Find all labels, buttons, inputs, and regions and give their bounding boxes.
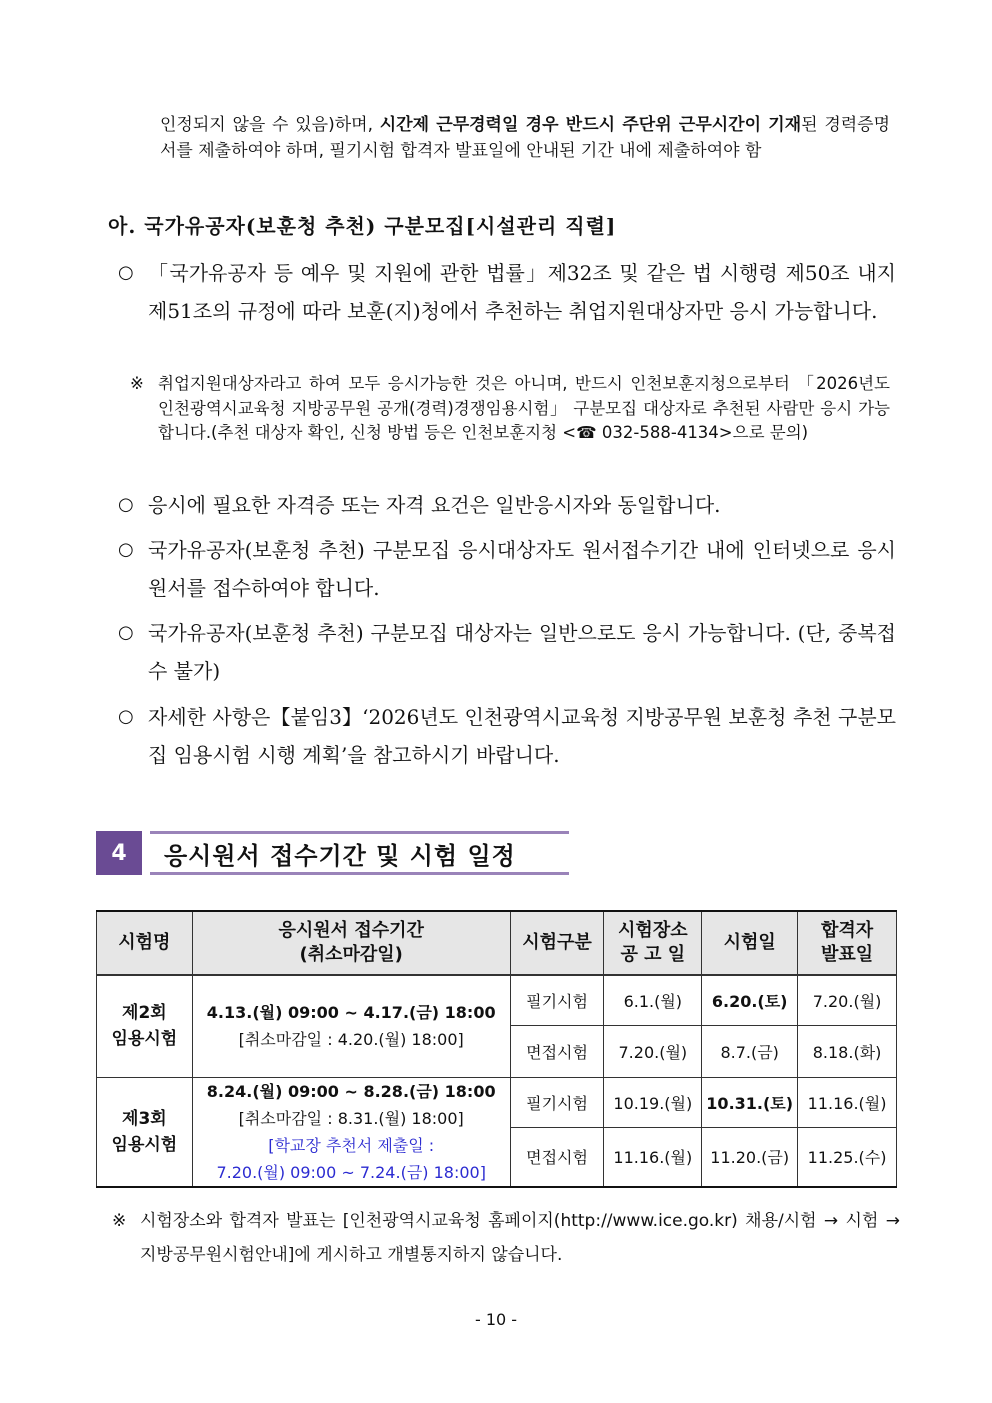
header-venue-line2: 공 고 일: [620, 944, 686, 965]
table-row: [97, 975, 897, 1025]
intro-note-bold: 시간제 근무경력일 경우 반드시 주단위 근무시간이 기재: [379, 115, 802, 135]
section-title: [150, 831, 569, 875]
round3-name-line2: 임용시험: [111, 1134, 178, 1155]
header-period-line1: 응시원서 접수기간: [278, 920, 424, 941]
bullet-mark: ○: [118, 706, 134, 727]
intro-note-part1: 인정되지 않을 수 있음)하며,: [160, 115, 380, 135]
bullet-item: [118, 486, 898, 524]
section-a-title: 아. 국가유공자(보훈청 추천) 구분모집[시설관리 직렬]: [108, 214, 617, 238]
round3-written-result: 11.16.(월): [798, 1077, 897, 1128]
table-header-row: [97, 911, 897, 975]
round3-written-type: 필기시험: [510, 1077, 604, 1128]
round3-name-line1: 제3회: [122, 1108, 167, 1129]
round3-name: [97, 1077, 193, 1187]
header-venue: [604, 911, 702, 975]
round3-written-venue: 10.19.(월): [604, 1077, 702, 1128]
round3-interview-type: 면접시험: [510, 1128, 604, 1187]
bullet-item: [118, 531, 898, 607]
round3-interview-venue: 11.16.(월): [604, 1128, 702, 1187]
header-type: 시험구분: [510, 911, 604, 975]
header-period: [192, 911, 510, 975]
bullet-text: 응시에 필요한 자격증 또는 자격 요건은 일반응시자와 동일합니다.: [148, 493, 721, 517]
round2-interview-venue: 7.20.(월): [604, 1025, 702, 1077]
round3-interview-result: 11.25.(수): [798, 1128, 897, 1187]
round2-written-venue: 6.1.(월): [604, 975, 702, 1025]
footnote-text: 시험장소와 합격자 발표는 [인천광역시교육청 홈페이지(http://www.ice.go.kr) 채용/시험 → 시험 → 지방공무원시험안내]에 게시하고 개별통지하지 않습니다.: [140, 1211, 900, 1265]
asterisk-note: [130, 372, 890, 472]
bullet-item: [118, 614, 898, 690]
header-exam-date: 시험일: [702, 911, 798, 975]
bullet-item: [118, 254, 898, 368]
header-result-line1: 합격자: [820, 920, 874, 941]
bullet-mark: ○: [118, 622, 134, 643]
asterisk-mark: ※: [130, 374, 144, 393]
header-period-line2: (취소마감일): [299, 944, 403, 965]
footnote: [112, 1204, 902, 1274]
round3-period-cancel: [취소마감일 : 8.31.(월) 18:00]: [238, 1108, 464, 1128]
round2-name-line2: 임용시험: [111, 1029, 178, 1050]
bullet-text: 국가유공자(보훈청 추천) 구분모집 응시대상자도 원서접수기간 내에 인터넷으로 응시원서를 접수하여야 합니다.: [148, 538, 896, 600]
round3-written-exam: 10.31.(토): [702, 1077, 798, 1128]
header-name: 시험명: [97, 911, 193, 975]
round2-written-type: 필기시험: [510, 975, 604, 1025]
round3-interview-exam: 11.20.(금): [702, 1128, 798, 1187]
bullet-text: 국가유공자(보훈청 추천) 구분모집 대상자는 일반으로도 응시 가능합니다. (단, 중복접수 불가): [148, 621, 896, 683]
section-title-text: 응시원서 접수기간 및 시험 일정: [164, 841, 516, 870]
intro-note-part2: 된 경력증명서를 제출하여야 하며, 필기시험 합격자 발표일에 안내된 기간 내에 제출하여야 함: [160, 115, 891, 161]
table-row: [97, 1077, 897, 1128]
round2-period: [192, 975, 510, 1077]
round3-recommend-line1: [학교장 추천서 제출일 :: [268, 1135, 435, 1155]
round2-name: [97, 975, 193, 1077]
round3-period: [192, 1077, 510, 1187]
round2-written-exam: 6.20.(토): [702, 975, 798, 1025]
bullet-mark: ○: [118, 494, 134, 515]
round2-interview-exam: 8.7.(금): [702, 1025, 798, 1077]
bullet-text: 자세한 사항은【붙임3】‘2026년도 인천광역시교육청 지방공무원 보훈청 추천 구분모집 임용시험 시행 계획’을 참고하시기 바랍니다.: [148, 705, 896, 767]
round2-interview-type: 면접시험: [510, 1025, 604, 1077]
intro-note: [160, 112, 890, 164]
header-venue-line1: 시험장소: [618, 920, 688, 941]
section-number-badge: 4: [96, 831, 142, 875]
footnote-mark: ※: [112, 1211, 127, 1231]
round2-name-line1: 제2회: [122, 1003, 167, 1024]
round3-recommend-line2: 7.20.(월) 09:00 ~ 7.24.(금) 18:00]: [216, 1162, 486, 1182]
bullet-mark: ○: [118, 262, 134, 283]
round2-period-main: 4.13.(월) 09:00 ~ 4.17.(금) 18:00: [206, 1003, 496, 1023]
header-result: [798, 911, 897, 975]
round2-written-result: 7.20.(월): [798, 975, 897, 1025]
page-number: - 10 -: [474, 1310, 518, 1329]
bullet-item: [118, 698, 898, 774]
asterisk-text: 취업지원대상자라고 하여 모두 응시가능한 것은 아니며, 반드시 인천보훈지청으로부터 「2026년도 인천광역시교육청 지방공무원 공개(경력)경쟁임용시험」 구분모집 대상자로 추천된 사람만 응시 가능합니다.(추천 대상자 확인, 신청 방법 등은 인천보훈지청 <☎ 032-588-4134>으로 문의): [158, 374, 890, 442]
bullet-mark: ○: [118, 539, 134, 560]
round2-period-cancel: [취소마감일 : 4.20.(월) 18:00]: [238, 1030, 464, 1050]
round2-interview-result: 8.18.(화): [798, 1025, 897, 1077]
bullet-text: 「국가유공자 등 예우 및 지원에 관한 법률」제32조 및 같은 법 시행령 제50조 내지 제51조의 규정에 따라 보훈(지)청에서 추천하는 취업지원대상자만 응시 가능합니다.: [148, 261, 896, 323]
schedule-table: [96, 910, 897, 1188]
header-result-line2: 발표일: [820, 944, 874, 965]
round3-period-main: 8.24.(월) 09:00 ~ 8.28.(금) 18:00: [206, 1081, 496, 1101]
